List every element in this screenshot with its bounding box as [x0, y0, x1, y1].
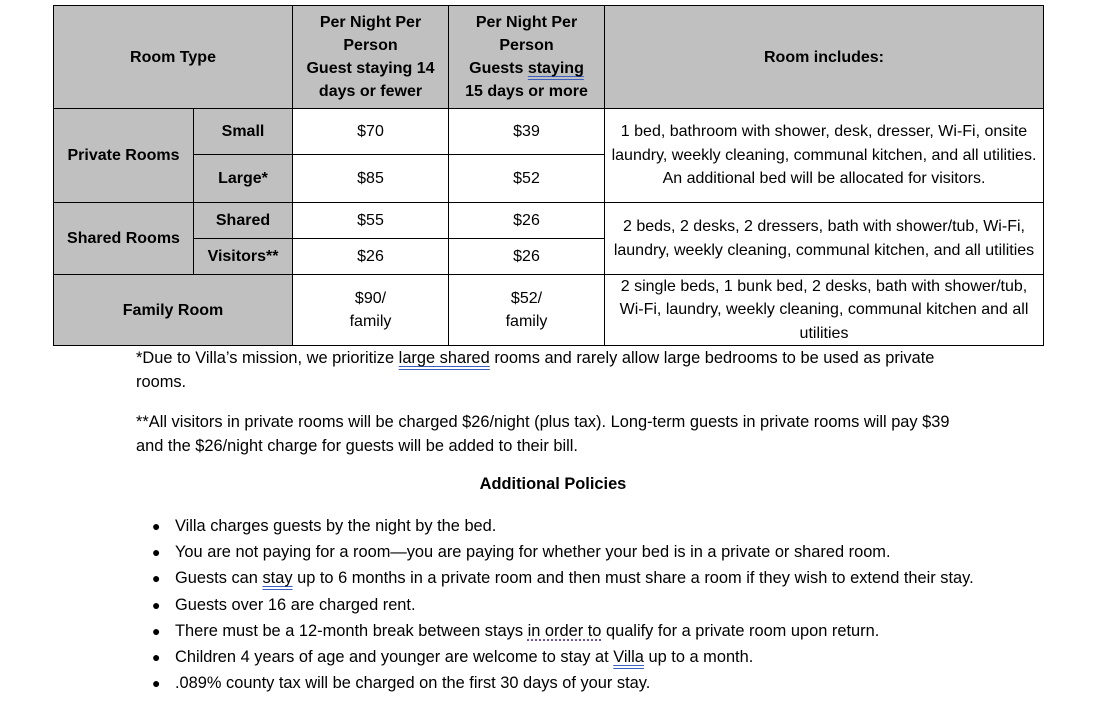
table-row — [54, 109, 1044, 155]
grammar-flagged-word[interactable]: Villa — [613, 648, 644, 667]
group-private-rooms: Private Rooms — [54, 109, 194, 203]
list-item — [136, 565, 974, 591]
rate-short-stay: $26 — [293, 239, 449, 275]
policies-title: Additional Policies — [479, 475, 627, 493]
footnote-text: *Due to Villa’s mission, we prioritize — [136, 349, 399, 367]
table-header-row — [54, 6, 1044, 109]
grammar-flagged-phrase[interactable]: large shared — [398, 349, 490, 367]
family-short-unit: family — [349, 313, 392, 331]
bullet-icon: ● — [152, 649, 161, 666]
policy-text: qualify for a private room upon return. — [601, 621, 880, 640]
bullet-icon: ● — [152, 518, 161, 534]
header-short-stay-rate — [293, 6, 449, 109]
grammar-flagged-word[interactable]: stay — [262, 569, 293, 588]
policy-text: Villa charges guests by the night by the bed. — [175, 517, 497, 535]
policy-text: Guests over 16 are charged rent. — [175, 595, 416, 614]
includes-private-rooms: 1 bed, bathroom with shower, desk, dresser, Wi-Fi, onsite laundry, weekly cleaning, communal kitchen, and all utilities. An additional bed will be allocated for visitors. — [605, 109, 1044, 203]
rate-long-stay: $26 — [449, 239, 605, 275]
rate-long-stay: $52 — [449, 155, 605, 203]
bullet-icon: ● — [152, 570, 161, 587]
room-type-shared: Shared — [194, 203, 293, 239]
header-long-line2: Person — [499, 37, 554, 54]
list-item — [136, 644, 974, 670]
header-short-line3: Guest staying 14 — [306, 60, 435, 77]
policy-text: up to 6 months in a private room and then must share a room if they wish to extend their stay. — [292, 569, 974, 588]
list-item — [136, 618, 974, 644]
header-room-includes: Room includes: — [605, 6, 1044, 109]
group-shared-rooms: Shared Rooms — [54, 203, 194, 275]
list-item — [136, 592, 974, 618]
policy-text: Guests can — [175, 569, 263, 588]
rate-long-stay: $26 — [449, 203, 605, 239]
header-long-line1: Per Night Per — [475, 14, 578, 31]
header-long-line3 — [453, 57, 600, 80]
list-item — [136, 539, 974, 565]
header-long-line4: 15 days or more — [465, 83, 588, 100]
bullet-icon: ● — [152, 622, 161, 639]
room-type-large: Large* — [194, 155, 293, 203]
rate-short-stay: $70 — [293, 109, 449, 155]
includes-family-room: 2 single beds, 1 bunk bed, 2 desks, bath with shower/tub, Wi-Fi, laundry, weekly cleaning, communal kitchen and all utilities — [605, 275, 1044, 346]
rate-short-stay — [293, 275, 449, 346]
bullet-icon: ● — [152, 596, 161, 613]
grammar-flagged-word[interactable]: staying — [527, 60, 584, 77]
policy-list — [136, 513, 974, 696]
footnote-visitors: **All visitors in private rooms will be charged $26/night (plus tax). Long-term guests in private rooms will pay $39 and the $26/night charge for guests will be added to their bill. — [136, 413, 950, 455]
header-long-stay-rate — [449, 6, 605, 109]
policy-text: up to a month. — [643, 648, 754, 667]
includes-shared-rooms: 2 beds, 2 desks, 2 dressers, bath with shower/tub, Wi-Fi, laundry, weekly cleaning, communal kitchen, and all utilities — [605, 203, 1044, 275]
family-long-amount: $52/ — [510, 290, 543, 308]
list-item — [136, 670, 974, 696]
footnote-text: rooms and rarely allow large bedrooms to be used as private rooms. — [136, 349, 935, 391]
header-long-line3-text: Guests — [469, 60, 528, 77]
room-type-visitors: Visitors** — [194, 239, 293, 275]
table-row — [54, 203, 1044, 239]
group-family-room: Family Room — [54, 275, 293, 346]
rate-short-stay: $85 — [293, 155, 449, 203]
policy-text: You are not paying for a room—you are paying for whether your bed is in a private or shared room. — [175, 543, 891, 562]
family-short-amount: $90/ — [354, 290, 387, 308]
table-row — [54, 275, 1044, 346]
room-type-small: Small — [194, 109, 293, 155]
header-room-type: Room Type — [54, 6, 293, 109]
footnote-large-rooms — [136, 346, 966, 394]
family-long-unit: family — [505, 313, 548, 331]
bullet-icon: ● — [152, 675, 161, 692]
header-short-line4: days or fewer — [318, 83, 423, 100]
section-heading — [0, 475, 1106, 494]
style-flagged-phrase[interactable]: in order to — [527, 621, 602, 640]
room-rate-table — [53, 5, 1044, 346]
list-item — [136, 513, 974, 539]
header-short-line1: Per Night Per — [319, 14, 422, 31]
rate-long-stay — [449, 275, 605, 346]
rate-long-stay: $39 — [449, 109, 605, 155]
bullet-icon: ● — [152, 544, 161, 561]
policy-text: .089% county tax will be charged on the first 30 days of your stay. — [175, 674, 651, 693]
rate-short-stay: $55 — [293, 203, 449, 239]
policy-text: There must be a 12-month break between stays — [175, 621, 528, 640]
header-short-line2: Person — [343, 37, 398, 54]
policy-text: Children 4 years of age and younger are welcome to stay at — [175, 648, 614, 667]
